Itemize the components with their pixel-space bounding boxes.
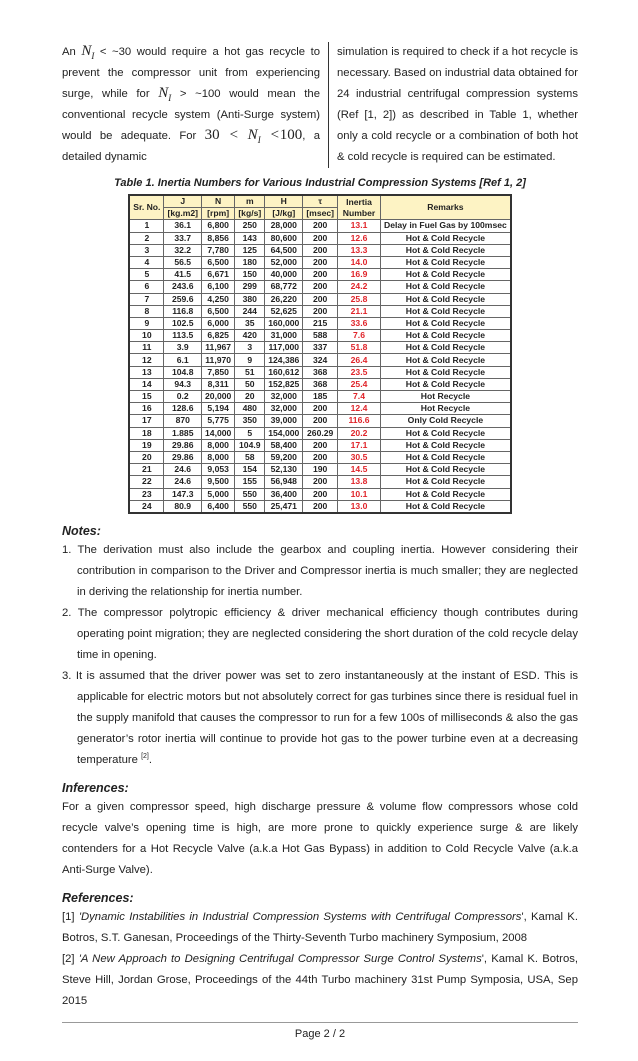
cell-h: 80,600 — [265, 232, 303, 244]
cell-h: 52,625 — [265, 305, 303, 317]
cell-j: 0.2 — [164, 391, 202, 403]
text: , a detailed dynamic — [62, 130, 321, 163]
cell-remarks: Hot & Cold Recycle — [381, 476, 511, 488]
table-wrapper — [62, 194, 578, 514]
cell-j: 32.2 — [164, 244, 202, 256]
cell-h: 40,000 — [265, 269, 303, 281]
text: < ~30 would require a hot gas recycle to prevent the compressor unit from experiencing surge, while for — [62, 46, 320, 100]
cell-m: 244 — [235, 305, 265, 317]
cell-tau: 200 — [303, 415, 338, 427]
cell-tau: 200 — [303, 244, 338, 256]
table-row — [129, 488, 511, 500]
cell-j: 29.86 — [164, 439, 202, 451]
cell-m: 143 — [235, 232, 265, 244]
table-row — [129, 354, 511, 366]
cell-inertia-number: 25.4 — [338, 378, 381, 390]
cell-sr-no: 14 — [129, 378, 164, 390]
cell-h: 52,000 — [265, 256, 303, 268]
cell-m: 420 — [235, 330, 265, 342]
unit-h: [J/kg] — [265, 208, 303, 220]
cell-n: 8,856 — [202, 232, 235, 244]
cell-h: 160,612 — [265, 366, 303, 378]
cell-inertia-number: 12.6 — [338, 232, 381, 244]
cell-sr-no: 15 — [129, 391, 164, 403]
cell-n: 8,000 — [202, 439, 235, 451]
table-row — [129, 476, 511, 488]
cell-j: 33.7 — [164, 232, 202, 244]
cell-n: 6,671 — [202, 269, 235, 281]
cell-n: 9,053 — [202, 464, 235, 476]
cell-j: 147.3 — [164, 488, 202, 500]
cell-tau: 200 — [303, 305, 338, 317]
cell-j: 113.5 — [164, 330, 202, 342]
inertia-table — [128, 194, 512, 514]
cell-j: 259.6 — [164, 293, 202, 305]
cell-inertia-number: 10.1 — [338, 488, 381, 500]
table-row — [129, 391, 511, 403]
cell-j: 94.3 — [164, 378, 202, 390]
text: An — [62, 46, 82, 58]
cell-remarks: Hot & Cold Recycle — [381, 305, 511, 317]
cell-h: 154,000 — [265, 427, 303, 439]
table-row — [129, 403, 511, 415]
cell-m: 3 — [235, 342, 265, 354]
header-remarks: Remarks — [381, 195, 511, 220]
cell-tau: 200 — [303, 476, 338, 488]
cell-h: 152,825 — [265, 378, 303, 390]
cell-sr-no: 9 — [129, 317, 164, 329]
cell-sr-no: 21 — [129, 464, 164, 476]
cell-sr-no: 1 — [129, 220, 164, 232]
cell-inertia-number: 12.4 — [338, 403, 381, 415]
cell-h: 64,500 — [265, 244, 303, 256]
cell-remarks: Hot & Cold Recycle — [381, 464, 511, 476]
cell-j: 80.9 — [164, 500, 202, 513]
cell-h: 25,471 — [265, 500, 303, 513]
table-row — [129, 366, 511, 378]
cell-m: 250 — [235, 220, 265, 232]
text: > ~100 would mean the conventional recycle system (Anti-Surge system) would be adequate. For — [62, 88, 320, 142]
cell-inertia-number: 21.1 — [338, 305, 381, 317]
cell-inertia-number: 116.6 — [338, 415, 381, 427]
table-caption: Table 1. Inertia Numbers for Various Industrial Compression Systems [Ref 1, 2] — [114, 177, 526, 189]
unit-m: [kg/s] — [235, 208, 265, 220]
cell-inertia-number: 24.2 — [338, 281, 381, 293]
cell-j: 29.86 — [164, 451, 202, 463]
cell-inertia-number: 33.6 — [338, 317, 381, 329]
cell-h: 26,220 — [265, 293, 303, 305]
cell-remarks: Hot & Cold Recycle — [381, 342, 511, 354]
cell-j: 102.5 — [164, 317, 202, 329]
cell-inertia-number: 7.6 — [338, 330, 381, 342]
inertia-symbol: $N_I$ — [158, 85, 172, 103]
cell-m: 104.9 — [235, 439, 265, 451]
cell-sr-no: 16 — [129, 403, 164, 415]
table-row — [129, 342, 511, 354]
cell-n: 6,500 — [202, 256, 235, 268]
cell-remarks: Hot & Cold Recycle — [381, 256, 511, 268]
inferences-text: For a given compressor speed, high discharge pressure & volume flow compressors whose cold recycle valve’s opening time is high, are more prone to quickly experience surge & are likely contenders for a Hot Recycle Valve (a.k.a Hot Gas Bypass) in addition to Cold Recycle Valve (a.k.a Anti-Surge Valve). — [62, 800, 578, 876]
cell-n: 5,000 — [202, 488, 235, 500]
table-row — [129, 451, 511, 463]
table-row — [129, 500, 511, 513]
cell-sr-no: 10 — [129, 330, 164, 342]
cell-m: 5 — [235, 427, 265, 439]
cell-m: 155 — [235, 476, 265, 488]
cell-sr-no: 17 — [129, 415, 164, 427]
cell-n: 6,500 — [202, 305, 235, 317]
cell-remarks: Hot & Cold Recycle — [381, 500, 511, 513]
cell-m: 299 — [235, 281, 265, 293]
cell-n: 5,775 — [202, 415, 235, 427]
cell-h: 32,000 — [265, 403, 303, 415]
cell-n: 14,000 — [202, 427, 235, 439]
cell-inertia-number: 26.4 — [338, 354, 381, 366]
inferences-heading: Inferences: — [62, 780, 129, 795]
cell-remarks: Hot & Cold Recycle — [381, 378, 511, 390]
cell-tau: 200 — [303, 220, 338, 232]
table-row — [129, 439, 511, 451]
cell-sr-no: 19 — [129, 439, 164, 451]
cell-n: 6,825 — [202, 330, 235, 342]
cell-remarks: Hot & Cold Recycle — [381, 269, 511, 281]
cell-j: 243.6 — [164, 281, 202, 293]
cell-remarks: Hot & Cold Recycle — [381, 439, 511, 451]
cell-inertia-number: 14.5 — [338, 464, 381, 476]
cell-tau: 337 — [303, 342, 338, 354]
table-row — [129, 427, 511, 439]
table-row — [129, 232, 511, 244]
cell-sr-no: 6 — [129, 281, 164, 293]
reference-1: [1] 'Dynamic Instabilities in Industrial Compression Systems with Centrifugal Compressors', Kamal K. Botros, S.T. Ganesan, Proceedings of the Thirty-Seventh Turbo machinery Symposium, 2008 — [62, 910, 578, 944]
cell-m: 58 — [235, 451, 265, 463]
cell-tau: 260.29 — [303, 427, 338, 439]
cell-n: 8,000 — [202, 451, 235, 463]
cell-j: 1.885 — [164, 427, 202, 439]
cell-tau: 215 — [303, 317, 338, 329]
table-row — [129, 305, 511, 317]
cell-h: 36,400 — [265, 488, 303, 500]
cell-remarks: Hot & Cold Recycle — [381, 354, 511, 366]
cell-n: 9,500 — [202, 476, 235, 488]
cell-h: 52,130 — [265, 464, 303, 476]
cell-inertia-number: 25.8 — [338, 293, 381, 305]
cell-tau: 200 — [303, 403, 338, 415]
note-2: 2. The compressor polytropic efficiency & driver mechanical efficiency though contributes during operating point migration; they are neglected considering the short duration of the cold recycle delay time in opening. — [62, 606, 578, 661]
cell-m: 380 — [235, 293, 265, 305]
cell-tau: 200 — [303, 256, 338, 268]
cell-h: 59,200 — [265, 451, 303, 463]
cell-m: 154 — [235, 464, 265, 476]
cell-n: 6,800 — [202, 220, 235, 232]
table-body — [129, 220, 511, 513]
cell-remarks: Only Cold Recycle — [381, 415, 511, 427]
cell-n: 7,850 — [202, 366, 235, 378]
cell-n: 11,970 — [202, 354, 235, 366]
cell-inertia-number: 13.3 — [338, 244, 381, 256]
cell-sr-no: 5 — [129, 269, 164, 281]
cell-inertia-number: 7.4 — [338, 391, 381, 403]
cell-n: 5,194 — [202, 403, 235, 415]
table-row — [129, 317, 511, 329]
cell-h: 160,000 — [265, 317, 303, 329]
inertia-range: $30 < N_I <100$ — [204, 127, 303, 145]
cell-j: 116.8 — [164, 305, 202, 317]
cell-m: 9 — [235, 354, 265, 366]
cell-sr-no: 8 — [129, 305, 164, 317]
cell-tau: 200 — [303, 439, 338, 451]
table-row — [129, 415, 511, 427]
cell-tau: 368 — [303, 366, 338, 378]
cell-remarks: Hot & Cold Recycle — [381, 366, 511, 378]
cell-inertia-number: 14.0 — [338, 256, 381, 268]
cell-sr-no: 11 — [129, 342, 164, 354]
cell-tau: 200 — [303, 232, 338, 244]
header-sr-no: Sr. No. — [129, 195, 164, 220]
intro-right-column: simulation is required to check if a hot recycle is necessary. Based on industrial data obtained for 24 industrial centrifugal compression systems (Ref [1, 2]) as described in Table 1, whether only a cold recycle or a combination of both hot & cold recycle is required can be estimated. — [328, 42, 578, 168]
cell-n: 20,000 — [202, 391, 235, 403]
cell-m: 350 — [235, 415, 265, 427]
cell-remarks: Hot Recycle — [381, 391, 511, 403]
intro-section — [62, 42, 578, 168]
cell-h: 56,948 — [265, 476, 303, 488]
table-row — [129, 378, 511, 390]
cell-tau: 324 — [303, 354, 338, 366]
cell-sr-no: 22 — [129, 476, 164, 488]
cell-j: 104.8 — [164, 366, 202, 378]
cell-sr-no: 4 — [129, 256, 164, 268]
table-row — [129, 256, 511, 268]
cell-remarks: Hot Recycle — [381, 403, 511, 415]
header-tau: τ — [303, 195, 338, 208]
cell-j: 24.6 — [164, 464, 202, 476]
cell-m: 180 — [235, 256, 265, 268]
cell-tau: 185 — [303, 391, 338, 403]
cell-j: 41.5 — [164, 269, 202, 281]
header-j: J — [164, 195, 202, 208]
cell-m: 550 — [235, 500, 265, 513]
cell-remarks: Hot & Cold Recycle — [381, 488, 511, 500]
cell-j: 56.5 — [164, 256, 202, 268]
cell-tau: 200 — [303, 281, 338, 293]
cell-h: 39,000 — [265, 415, 303, 427]
footer-divider — [62, 1022, 578, 1023]
cell-remarks: Hot & Cold Recycle — [381, 427, 511, 439]
cell-sr-no: 20 — [129, 451, 164, 463]
header-h: H — [265, 195, 303, 208]
cell-tau: 200 — [303, 269, 338, 281]
cell-remarks: Hot & Cold Recycle — [381, 451, 511, 463]
cell-tau: 200 — [303, 451, 338, 463]
cell-m: 150 — [235, 269, 265, 281]
cell-inertia-number: 13.1 — [338, 220, 381, 232]
cell-inertia-number: 13.8 — [338, 476, 381, 488]
cell-h: 124,386 — [265, 354, 303, 366]
cell-m: 20 — [235, 391, 265, 403]
cell-m: 35 — [235, 317, 265, 329]
header-n: N — [202, 195, 235, 208]
unit-tau: [msec] — [303, 208, 338, 220]
cell-sr-no: 3 — [129, 244, 164, 256]
header-m: m — [235, 195, 265, 208]
cell-tau: 190 — [303, 464, 338, 476]
cell-tau: 200 — [303, 500, 338, 513]
table-row — [129, 293, 511, 305]
cell-n: 6,000 — [202, 317, 235, 329]
cell-remarks: Hot & Cold Recycle — [381, 293, 511, 305]
cell-inertia-number: 17.1 — [338, 439, 381, 451]
cell-j: 24.6 — [164, 476, 202, 488]
reference-2: [2] 'A New Approach to Designing Centrifugal Compressor Surge Control Systems', Kamal K. Botros, Steve Hill, Jordan Grose, Proceedings of the 44th Turbo machinery 31st Pump Symposia, USA, Sep 2015 — [62, 952, 579, 1007]
header-inertia-number: Inertia Number — [338, 195, 381, 220]
cell-m: 125 — [235, 244, 265, 256]
unit-n: [rpm] — [202, 208, 235, 220]
cell-h: 68,772 — [265, 281, 303, 293]
note-1: 1. The derivation must also include the gearbox and coupling inertia. However considering their contribution in comparison to the Driver and Compressor inertia is much smaller; they are neglected in deriving the relationship for inertia number. — [62, 543, 578, 598]
cell-inertia-number: 30.5 — [338, 451, 381, 463]
cell-h: 28,000 — [265, 220, 303, 232]
cell-remarks: Hot & Cold Recycle — [381, 317, 511, 329]
cell-remarks: Delay in Fuel Gas by 100msec — [381, 220, 511, 232]
cell-sr-no: 24 — [129, 500, 164, 513]
cell-tau: 588 — [303, 330, 338, 342]
cell-j: 36.1 — [164, 220, 202, 232]
cell-m: 51 — [235, 366, 265, 378]
cell-tau: 200 — [303, 488, 338, 500]
table-row — [129, 464, 511, 476]
cell-m: 50 — [235, 378, 265, 390]
cell-n: 11,967 — [202, 342, 235, 354]
table-row — [129, 269, 511, 281]
cell-remarks: Hot & Cold Recycle — [381, 244, 511, 256]
cell-inertia-number: 51.8 — [338, 342, 381, 354]
cell-j: 128.6 — [164, 403, 202, 415]
unit-j: [kg.m2] — [164, 208, 202, 220]
cell-m: 480 — [235, 403, 265, 415]
cell-n: 6,100 — [202, 281, 235, 293]
inertia-symbol: $N_I$ — [81, 43, 95, 61]
cell-tau: 200 — [303, 293, 338, 305]
cell-remarks: Hot & Cold Recycle — [381, 330, 511, 342]
cell-inertia-number: 13.0 — [338, 500, 381, 513]
table-row — [129, 330, 511, 342]
intro-left-column — [62, 42, 328, 168]
cell-n: 6,400 — [202, 500, 235, 513]
cell-j: 870 — [164, 415, 202, 427]
cell-sr-no: 18 — [129, 427, 164, 439]
notes-heading: Notes: — [62, 523, 101, 538]
references-heading: References: — [62, 890, 134, 905]
table-row — [129, 244, 511, 256]
note-3: 3. It is assumed that the driver power was set to zero instantaneously at the instant of ESD. This is applicable for electric motors but not absolutely correct for gas turbines since there is residual fuel in the supply manifold that causes the compressor to run for a few 100s of milliseconds & also the gas generator’s rotor inertia will continue to provide hot gas to the power turbine even at a decreasing temperature [2]. — [62, 669, 578, 766]
cell-sr-no: 13 — [129, 366, 164, 378]
cell-inertia-number: 20.2 — [338, 427, 381, 439]
cell-sr-no: 2 — [129, 232, 164, 244]
cell-j: 6.1 — [164, 354, 202, 366]
cell-sr-no: 23 — [129, 488, 164, 500]
cell-inertia-number: 23.5 — [338, 366, 381, 378]
cell-h: 32,000 — [265, 391, 303, 403]
cell-tau: 368 — [303, 378, 338, 390]
page-number: Page 2 / 2 — [294, 1027, 346, 1040]
cell-j: 3.9 — [164, 342, 202, 354]
cell-h: 117,000 — [265, 342, 303, 354]
cell-n: 4,250 — [202, 293, 235, 305]
cell-n: 7,780 — [202, 244, 235, 256]
cell-m: 550 — [235, 488, 265, 500]
cell-remarks: Hot & Cold Recycle — [381, 281, 511, 293]
cell-remarks: Hot & Cold Recycle — [381, 232, 511, 244]
cell-n: 8,311 — [202, 378, 235, 390]
cell-h: 58,400 — [265, 439, 303, 451]
cell-inertia-number: 16.9 — [338, 269, 381, 281]
cell-sr-no: 12 — [129, 354, 164, 366]
table-row — [129, 281, 511, 293]
cell-h: 31,000 — [265, 330, 303, 342]
cell-sr-no: 7 — [129, 293, 164, 305]
table-row — [129, 220, 511, 232]
